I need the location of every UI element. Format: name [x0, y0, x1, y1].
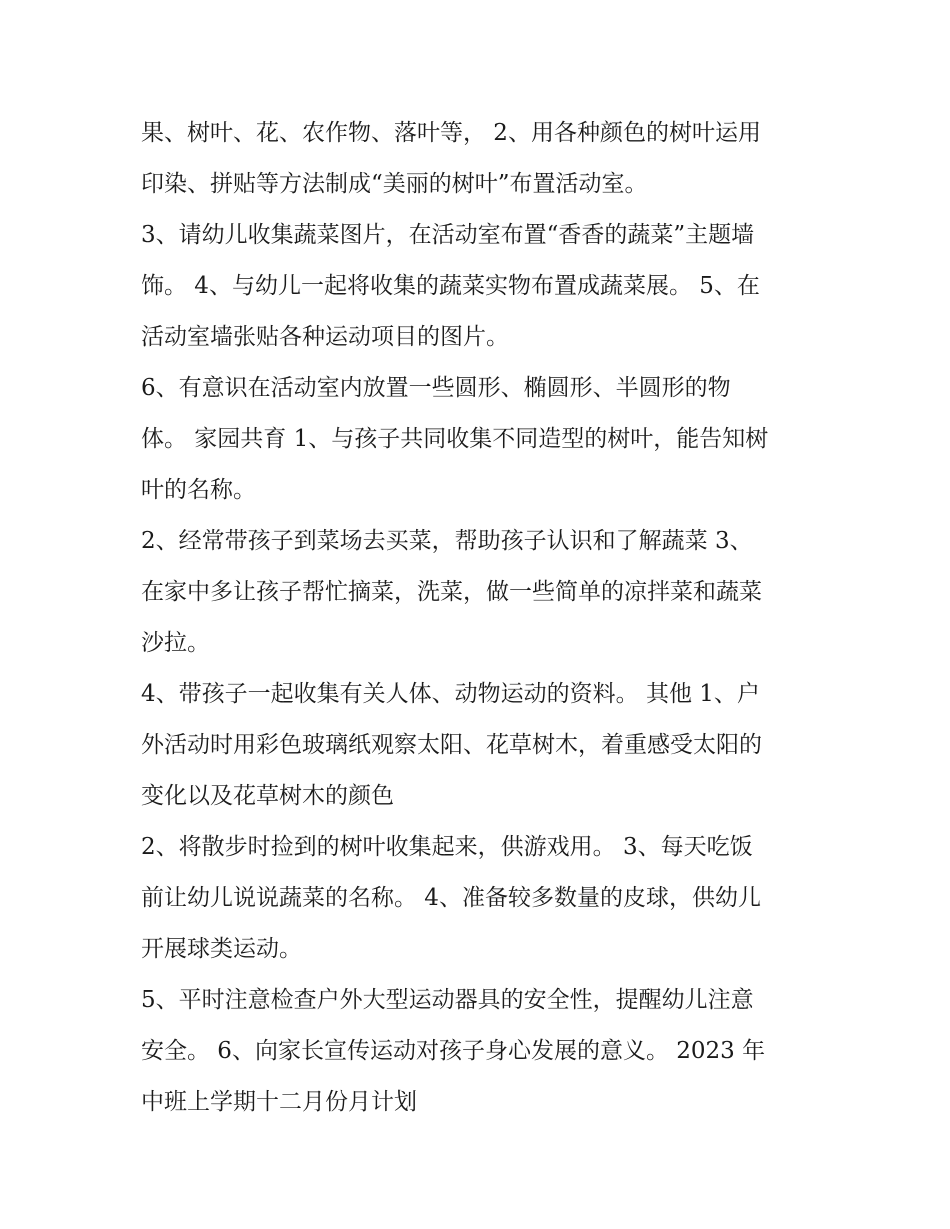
- document-body: [141, 108, 821, 1128]
- paragraph-3: 6、有意识在活动室内放置一些圆形、椭圆形、半圆形的物 体。 家园共育 1、与孩子共同收集不同造型的树叶，能告知树 叶的名称。: [141, 375, 769, 503]
- paragraph-7: 5、平时注意检查户外大型运动器具的安全性，提醒幼儿注意 安全。 6、向家长宣传运动对孩子身心发展的意义。 2023 年 中班上学期十二月份月计划: [141, 987, 766, 1115]
- paragraph-1: 果、树叶、花、农作物、落叶等， 2、用各种颜色的树叶运用 印染、拼贴等方法制成“美丽的树叶”布置活动室。: [141, 120, 761, 197]
- paragraph-4: 2、经常带孩子到菜场去买菜，帮助孩子认识和了解蔬菜 3、 在家中多让孩子帮忙摘菜，洗菜，做一些简单的凉拌菜和蔬菜 沙拉。: [141, 528, 762, 656]
- paragraph-6: 2、将散步时捡到的树叶收集起来，供游戏用。 3、每天吃饭 前让幼儿说说蔬菜的名称。 4、准备较多数量的皮球，供幼儿 开展球类运动。: [141, 834, 761, 962]
- paragraph-5: 4、带孩子一起收集有关人体、动物运动的资料。 其他 1、户 外活动时用彩色玻璃纸观察太阳、花草树木，着重感受太阳的 变化以及花草树木的颜色: [141, 681, 762, 809]
- paragraph-2: 3、请幼儿收集蔬菜图片，在活动室布置“香香的蔬菜”主题墙 饰。 4、与幼儿一起将收集的蔬菜实物布置成蔬菜展。 5、在 活动室墙张贴各种运动项目的图片。: [141, 222, 760, 350]
